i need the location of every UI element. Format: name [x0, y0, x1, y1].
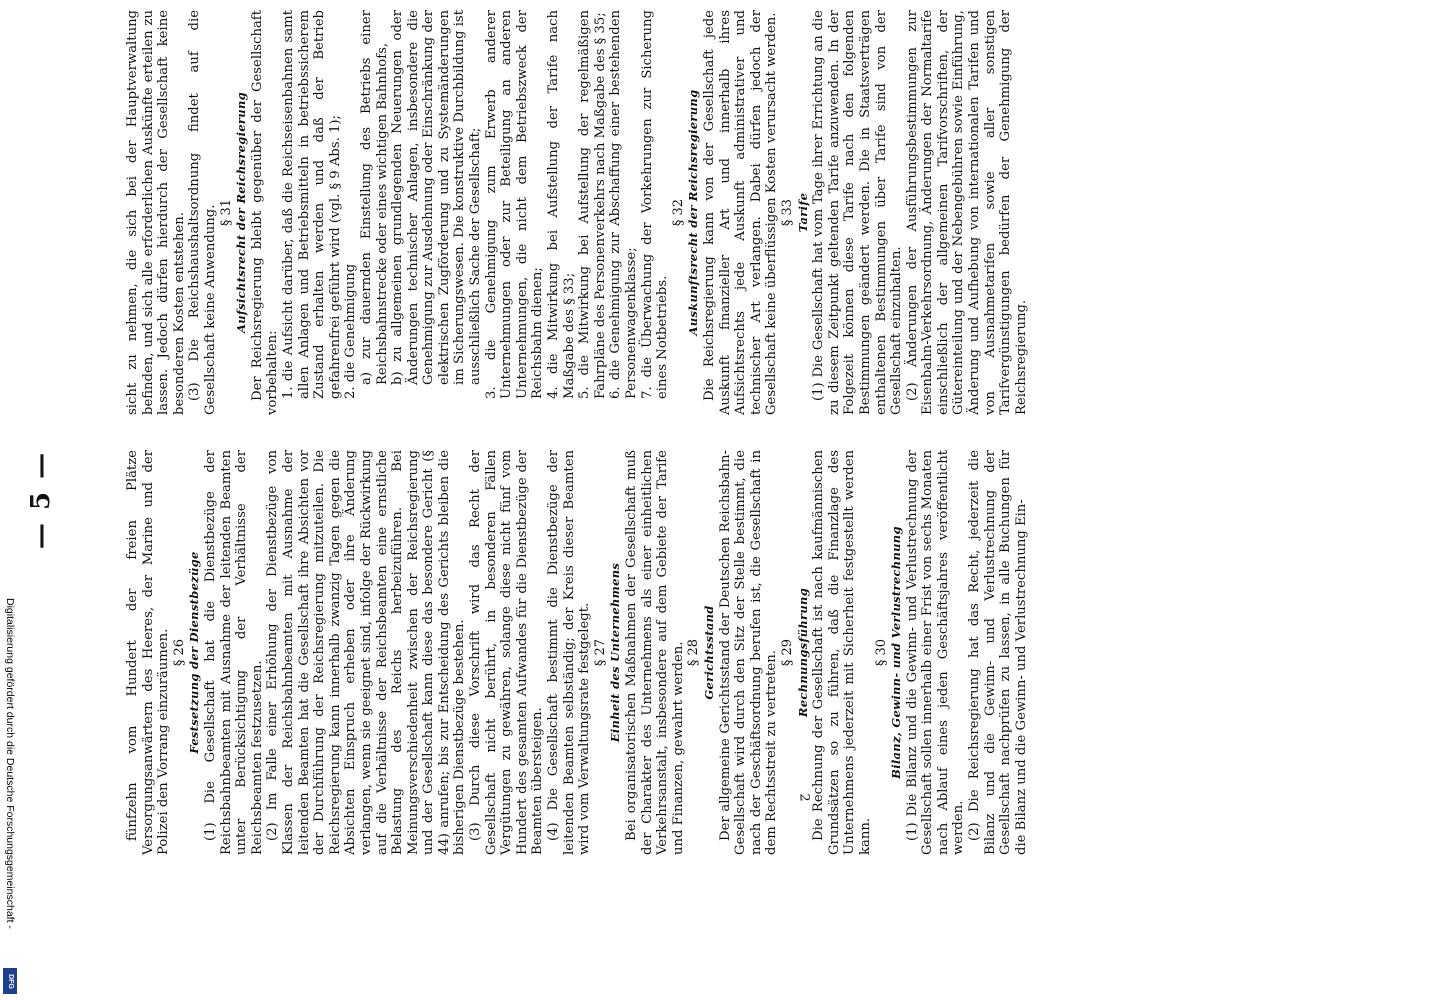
list-item: 1. die Aufsicht darüber, daß die Reichseisenbahnen samt allen Anlagen und Betriebsmitteln in betriebssicherem Zustand erhalten werden und daß der Betrieb gefahrenfrei geführt wird (vgl. § 9 Abs. 1); [280, 10, 343, 399]
section-number: § 33 [779, 198, 795, 227]
section-title: Bilanz, Gewinn- und Verlustrechnung [889, 526, 904, 779]
paragraph: Der Reichsregierung bleibt gegenüber der Gesellschaft vorbehalten: [249, 10, 281, 415]
signature-mark: 2 [796, 793, 812, 802]
paragraph: fünfzehn vom Hundert der freien Plätze Versorgungsanwärtern des Heeres, der Marine und der Polizei den Vorrang einzuräumen. [125, 450, 172, 855]
paragraph: (1) Die Gesellschaft hat die Dienstbezüge der Reichsbahnbeamten mit Ausnahme der leitenden Beamten unter Berücksichtigung der Verhältnisse der Reichsbeamten festzusetzen. [202, 450, 265, 855]
section-title: Aufsichtsrecht der Reichsregierung [234, 92, 249, 333]
section-number: § 26 [171, 638, 187, 667]
paragraph: (3) Die Reichshaushaltsordnung findet auf die Gesellschaft keine Anwendung. [187, 10, 218, 415]
page-number: — 5 — [26, 450, 56, 550]
section-title: Gerichtsstand [701, 605, 716, 700]
paragraph: (3) Durch diese Vorschrift wird das Recht der Gesellschaft nicht berührt, in besonderen Fällen Vergütungen zu gewähren, solange diese nicht fünf vom Hundert des gesamten Aufwandes für die Dienstbezüge der Beamten übersteigen. [468, 450, 546, 855]
list-item: 5. die Mitwirkung bei Aufstellung der regelmäßigen Fahrpläne des Personenverkehrs nach Maßgabe des § 35; [577, 10, 608, 399]
paragraph: sicht zu nehmen, die sich bei der Hauptverwaltung befinden, und sich alle erforderlichen Auskünfte erteilen zu lassen. Jedoch dürfen hierdurch der Gesellschaft keine besonderen Kosten entstehen. [125, 10, 187, 415]
paragraph: Die Reichsregierung kann von der Gesellschaft jede Auskunft finanzieller Art und innerhalb ihres Aufsichtsrechts jede Auskunft administrativer und technischer Art verlangen. Dabei dürfen jedoch der Gesellschaft keine überflüssigen Kosten verursacht werden. [701, 10, 780, 415]
section-number: § 29 [779, 638, 795, 667]
section-title: Auskunftsrecht der Reichsregierung [686, 89, 701, 336]
list-subitem: a) zur dauernden Einstellung des Betriebs einer Reichsbahnstrecke oder eines wichtigen Bahnhofs, [358, 10, 390, 385]
section-title: Einheit des Unternehmens [608, 562, 623, 743]
list-subitem: b) zu allgemeinen grundlegenden Neuerungen oder Änderungen technischer Anlagen, insbesondere die Genehmigung zur Ausdehnung oder Einschränkung der elektrischen Zugförderung und zu Systemänderungen im Sicherungswesen. Die konstruktive Durchbildung ist ausschließlich Sache der Gesellschaft; [390, 10, 484, 385]
section-number: § 32 [670, 198, 686, 227]
right-column [125, 10, 1029, 415]
paragraph: Bei organisatorischen Maßnahmen der Gesellschaft muß der Charakter des Unternehmens als einer einheitlichen Verkehrsanstalt, insbesondere auf dem Gebiete der Tarife und Finanzen, gewahrt werden. [624, 450, 686, 855]
list-item: 7. die Überwachung der Vorkehrungen zur Sicherung eines Notbetriebs. [639, 10, 671, 399]
list-item: 2. die Genehmigung [343, 263, 359, 399]
section-number: § 28 [686, 638, 702, 667]
section-number: § 30 [873, 638, 889, 667]
paragraph: (1) Die Gesellschaft hat vom Tage ihrer Errichtung an die zu diesem Zeitpunkt geltenden Tarife anzuwenden. In der Folgezeit können diese Tarife nach den folgenden Bestimmungen geändert werden. Die in Staatsverträgen enthaltenen Bestimmungen über Tarife sind von der Gesellschaft einzuhalten. [811, 10, 905, 415]
list-item: 6. die Genehmigung zur Abschaffung einer bestehenden Personenwagenklasse; [608, 10, 639, 399]
section-title: Rechnungsführung [795, 587, 810, 718]
left-column [125, 450, 1029, 855]
paragraph: (2) Die Reichsregierung hat das Recht, jederzeit die Bilanz und die Gewinn- und Verlustrechnung der Gesellschaft nachprüfen zu lassen, in alle Buchungen für die Bilanz und die Gewinn- und Verlustrechnung Ein- [967, 450, 1029, 855]
paragraph: (4) Die Gesellschaft bestimmt die Dienstbezüge der leitenden Beamten selbständig; der Kreis dieser Beamten wird vom Verwaltungsrate festgelegt. [546, 450, 593, 855]
section-number: § 31 [218, 198, 234, 227]
paragraph: Die Rechnung der Gesellschaft ist nach kaufmännischen Grundsätzen so zu führen, daß die Finanzlage des Unternehmens jederzeit mit Sicherheit festgestellt werden kann. [811, 450, 873, 855]
list-item: 3. die Genehmigung zum Erwerb anderer Unternehmungen oder zur Beteiligung an anderen Unternehmungen, die nicht dem Betriebszweck der Reichsbahn dienen; [483, 10, 546, 399]
dfg-logo-icon: DFG [3, 968, 17, 994]
section-title: Tarife [795, 192, 810, 233]
credit-text: Digitalisierung gefördert durch die Deutsche Forschungsgemeinschaft - [4, 598, 16, 929]
paragraph: Der allgemeine Gerichtsstand der Deutschen Reichsbahn-Gesellschaft wird durch den Sitz der Stelle bestimmt, die nach der Geschäftsordnung berufen ist, die Gesellschaft in dem Rechtsstreit zu vertreten. [717, 450, 780, 855]
paragraph: (2) Änderungen der Ausführungsbestimmungen zur Eisenbahn-Verkehrsordnung, Änderungen der Normaltarife einschließlich der allgemeinen Tarifvorschriften, der Gütereinteilung und der Nebengebühren sowie Einführung, Änderung und Aufhebung von internationalen Tarifen und von Ausnahmetarifen sowie aller sonstigen Tarifvergünstigungen bedürfen der Genehmigung der Reichsregierung. [904, 10, 1029, 415]
list-item: 4. die Mitwirkung bei Aufstellung der Tarife nach Maßgabe des § 33; [546, 10, 577, 399]
credit-strip [0, 598, 20, 1000]
section-title: Festsetzung der Dienstbezüge [187, 551, 202, 754]
section-number: § 27 [592, 638, 608, 667]
paragraph: (2) Im Falle einer Erhöhung der Dienstbezüge von Klassen der Reichsbahnbeamten mit Ausnahme der leitenden Beamten hat die Gesellschaft ihre Absichten vor der Durchführung der Reichsregierung mitzuteilen. Die Reichsregierung kann innerhalb zwanzig Tagen gegen die Absichten Einspruch erheben oder ihre Änderung verlangen, wenn sie geeignet sind, infolge der Rückwirkung auf die Verhältnisse der Reichsbeamten eine ernstliche Belastung des Reichs herbeizuführen. Bei Meinungsverschiedenheit zwischen der Reichsregierung und der Gesellschaft kann diese das besondere Gericht (§ 44) anrufen; bis zur Entscheidung des Gerichts bleiben die bisherigen Dienstbezüge bestehen. [265, 450, 468, 855]
paragraph: (1) Die Bilanz und die Gewinn- und Verlustrechnung der Gesellschaft sollen innerhalb einer Frist von sechs Monaten nach Ablauf eines jeden Geschäftsjahres veröffentlicht werden. [904, 450, 967, 855]
